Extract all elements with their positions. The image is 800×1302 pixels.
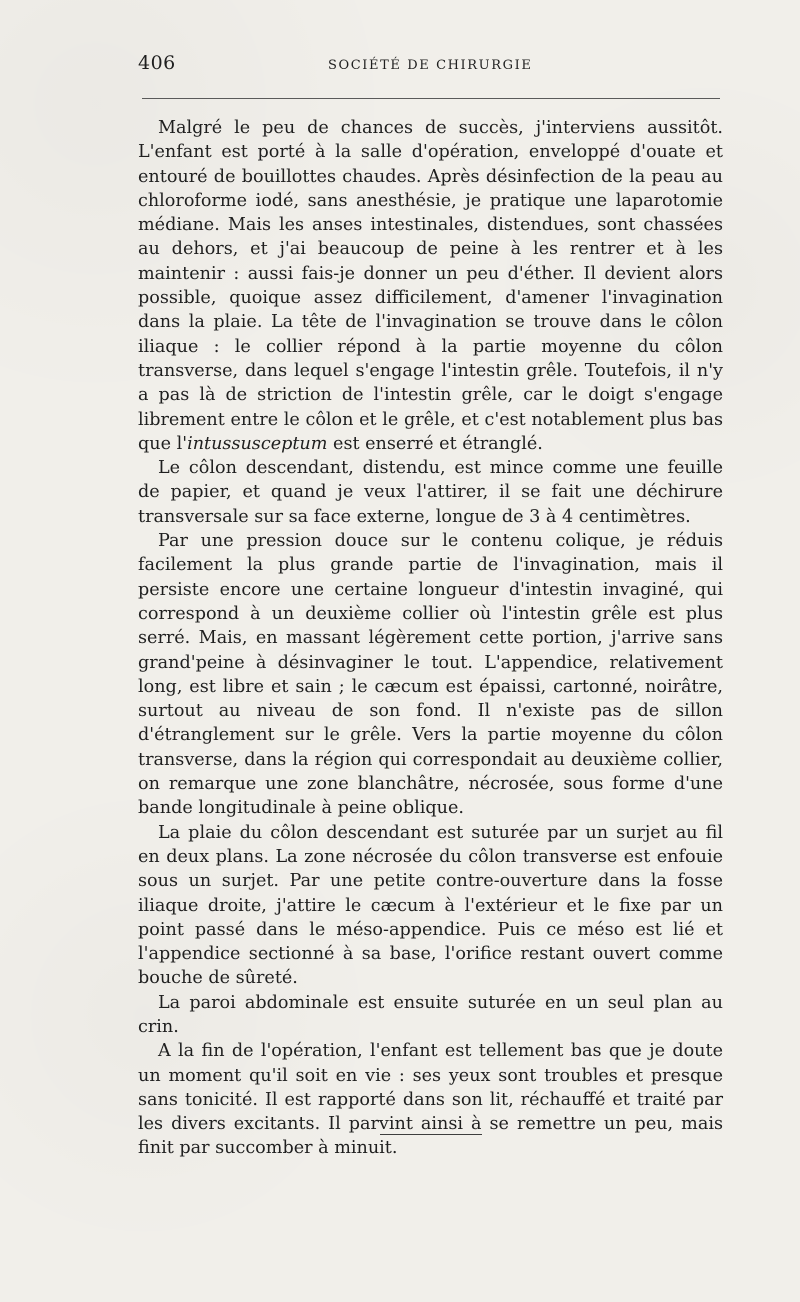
paragraph-6: A la fin de l'opération, l'enfant est tellement bas que je doute un moment qu'il soit en vie : ses yeux sont troubles et presque sans tonicité. Il est rapporté dans son lit, réchauffé et traité par les divers excitants. Il parvint ainsi à se remettre un peu, mais finit par succomber à minuit. [138,1041,723,1159]
paragraph-5: La paroi abdominale est ensuite suturée en un seul plan au crin. [138,992,723,1037]
paragraph-1-text-before: Malgré le peu de chances de succès, j'interviens aussitôt. L'enfant est porté à la salle d'opération, enveloppé d'ouate et entouré de bouillottes chaudes. Après désinfection de la peau au chloroforme iodé, sans anesthésie, je pratique une laparotomie médiane. Mais les anses intestinales, distendues, sont chassées au dehors, et j'ai beaucoup de peine à les rentrer et à les maintenir : aussi fais-je donner un peu d'éther. Il devient alors possible, quoique assez difficilement, d'amener l'invagination dans la plaie. La tête de l'invagination se trouve dans le côlon iliaque : le collier répond à la partie moyenne du côlon transverse, dans lequel s'engage l'intestin grêle. Toutefois, il n'y a pas là de striction de l'intestin grêle, car le doigt s'engage librement entre le côlon et le grêle, et c'est notablement plus bas que l' [138,118,723,454]
paragraph-1 [138,116,723,456]
paragraph-1-italic-term: intussusceptum [187,433,328,454]
main-text [138,116,723,1161]
running-head: SOCIÉTÉ DE CHIRURGIE [328,58,533,73]
paragraph-4: La plaie du côlon descendant est suturée par un surjet au fil en deux plans. La zone nécrosée du côlon transverse est enfouie sous un surjet. Par une petite contre-ouverture dans la fosse iliaque droite, j'attire le cæcum à l'extérieur et le fixe par un point passé dans le méso-appendice. Puis ce méso est lié et l'appendice sectionné à sa base, l'orifice restant ouvert comme bouche de sûreté. [138,822,723,989]
page-header [138,52,720,82]
paragraph-1-text-after: est enserré et étranglé. [327,433,543,454]
paragraph-3: Par une pression douce sur le contenu colique, je réduis facilement la plus grande partie de l'invagination, mais il persiste encore une certaine longueur d'intestin invaginé, qui correspond à un deuxième collier où l'intestin grêle est plus serré. Mais, en massant légèrement cette portion, j'arrive sans grand'peine à désinvaginer le tout. L'appendice, relativement long, est libre et sain ; le cæcum est épaissi, cartonné, noirâtre, surtout au niveau de son fond. Il n'existe pas de sillon d'étranglement sur le grêle. Vers la partie moyenne du côlon transverse, dans la région qui correspondait au deuxième collier, on remarque une zone blanchâtre, nécrosée, sous forme d'une bande longitudinale à peine oblique. [138,531,723,819]
end-rule [380,1134,482,1135]
page-number: 406 [138,52,176,74]
paragraph-2: Le côlon descendant, distendu, est mince comme une feuille de papier, et quand je veux l'attirer, il se fait une déchirure transversale sur sa face externe, longue de 3 à 4 centimètres. [138,458,723,527]
header-rule [142,98,720,99]
